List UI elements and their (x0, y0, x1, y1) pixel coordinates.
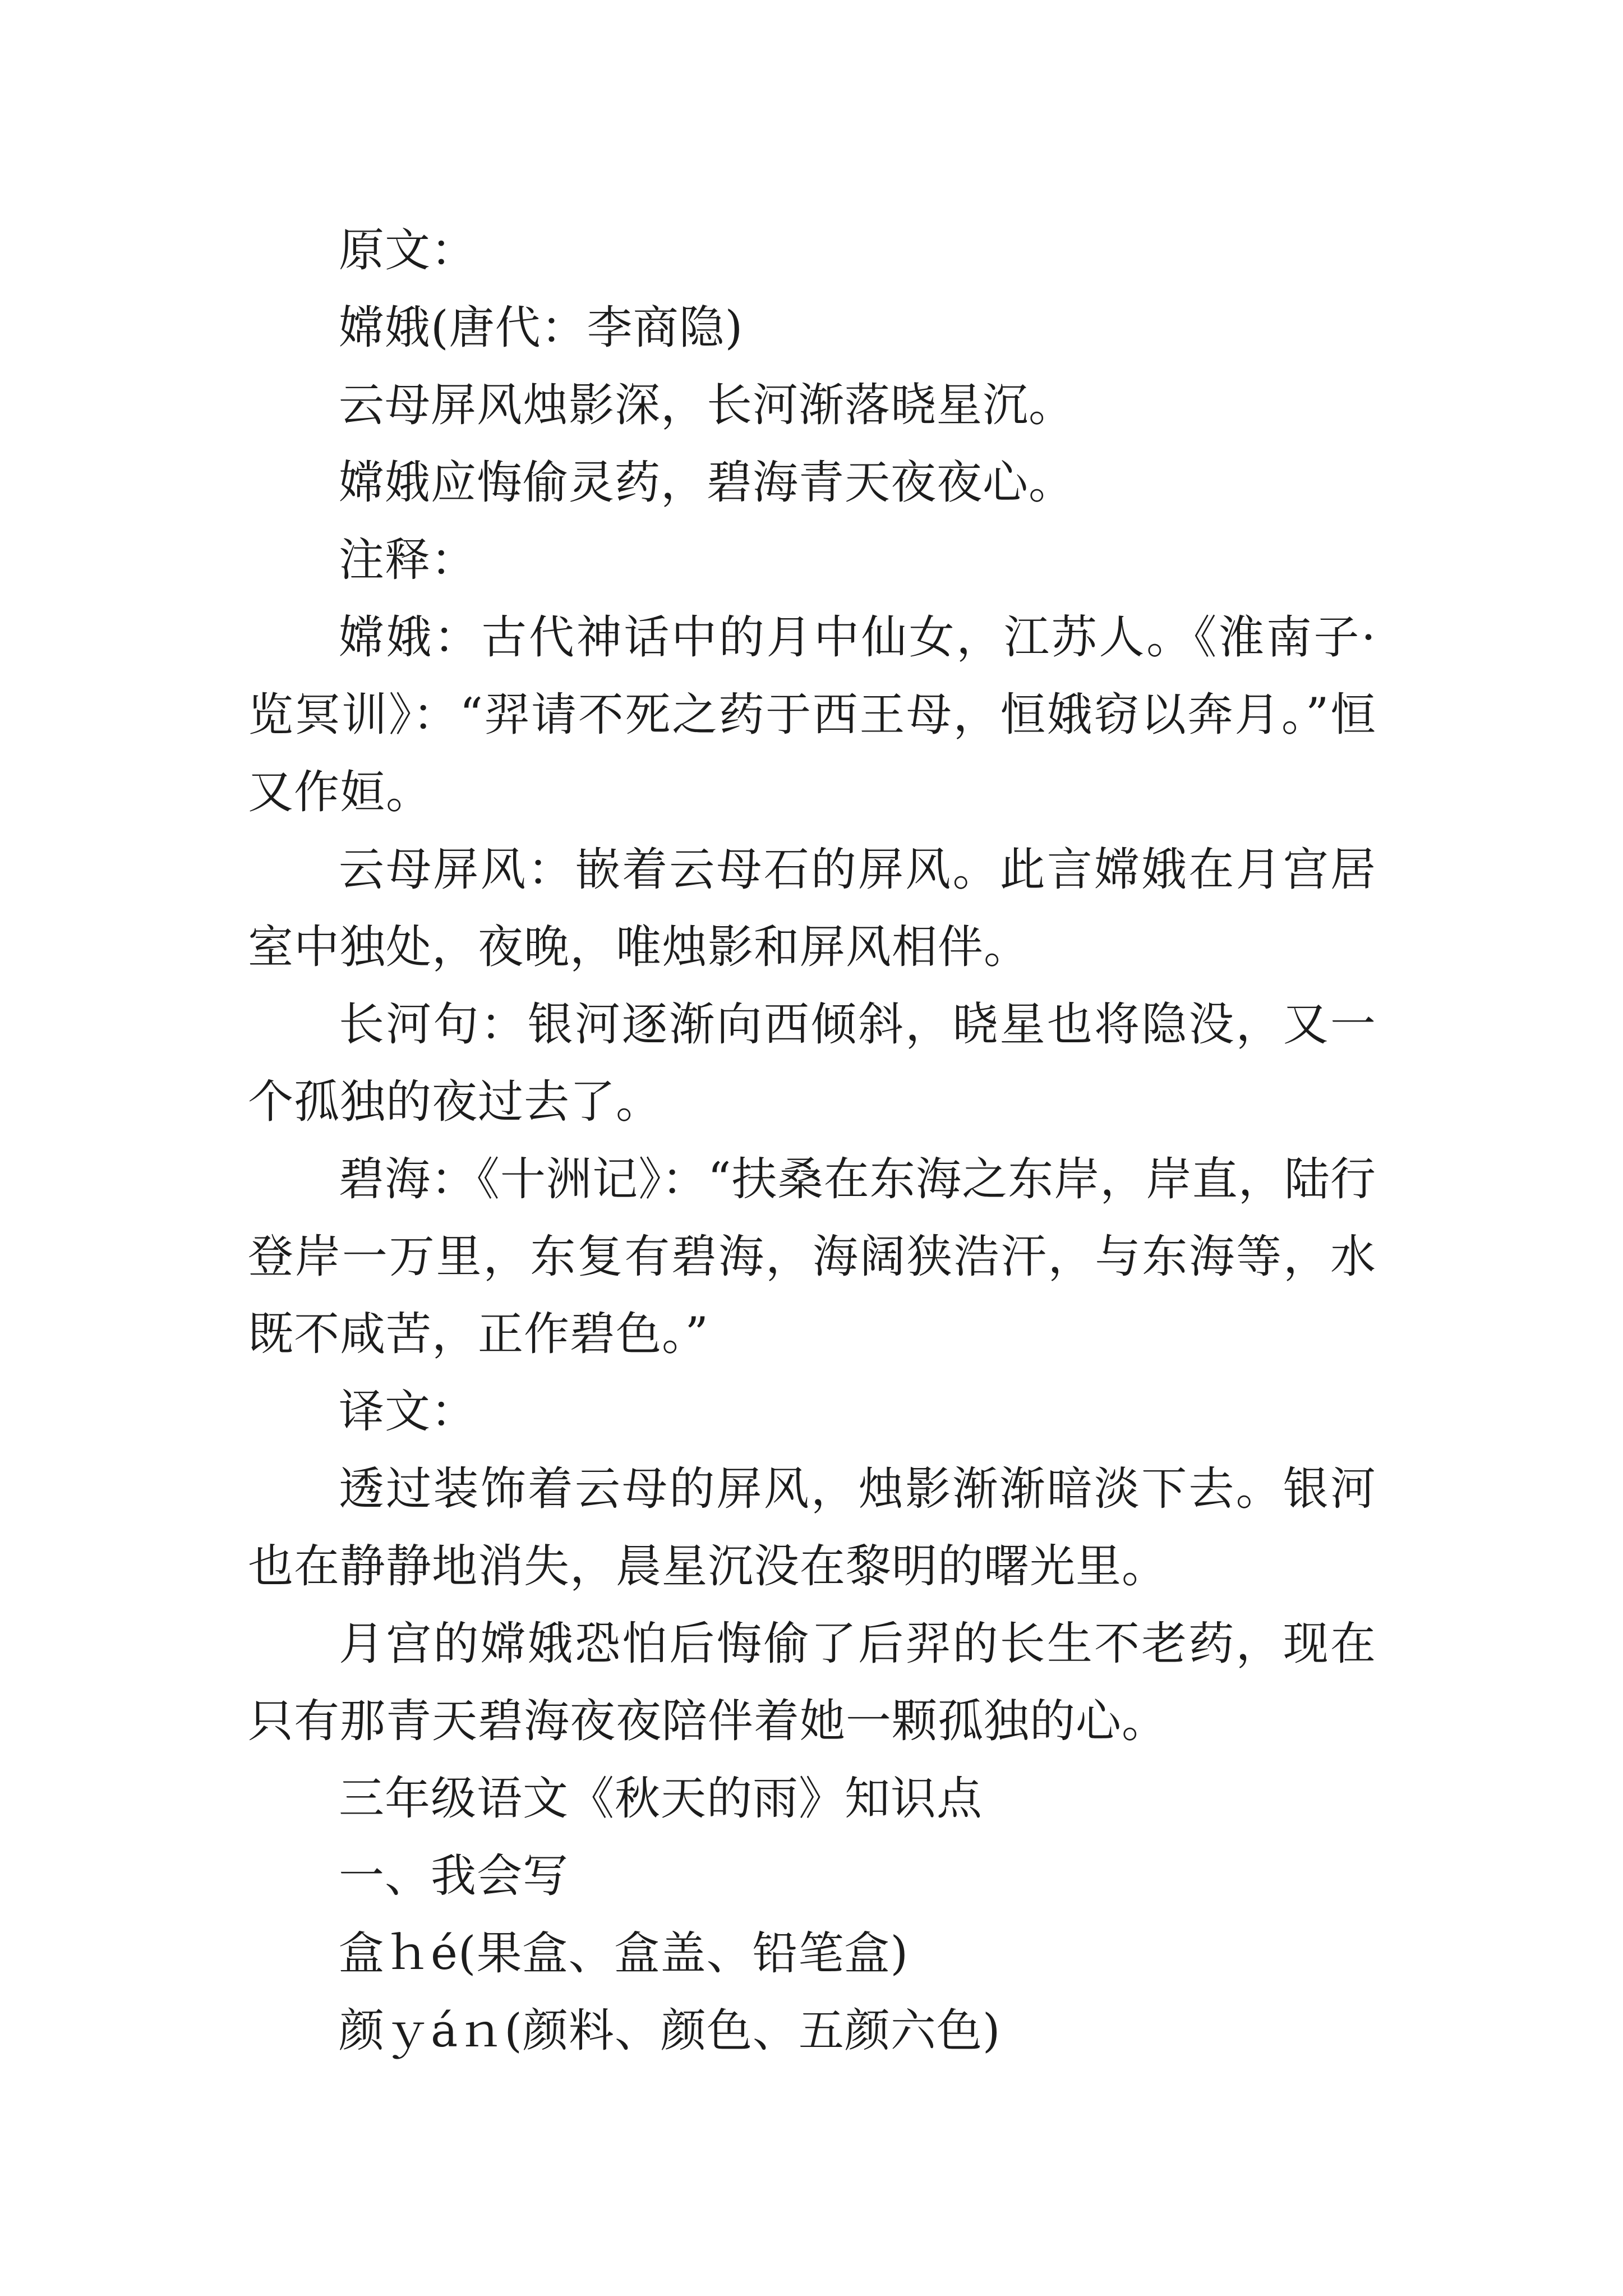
paragraph-note-screen: 云母屏风：嵌着云母石的屏风。此言嫦娥在月宫居室中独处，夜晚，唯烛影和屏风相伴。 (248, 844, 1376, 974)
paragraph-note-sea: 碧海：《十洲记》：“扶桑在东海之东岸，岸直，陆行登岸一万里，东复有碧海，海阔狭浩汗，与东海等，水既不咸苦，正作碧色。” (248, 1153, 1376, 1361)
paragraph-note-river: 长河句：银河逐渐向西倾斜，晓星也将隐没，又一个孤独的夜过去了。 (248, 999, 1376, 1129)
paragraph-vocab-yan: 颜ｙáｎ(颜料、颜色、五颜六色) (339, 2005, 1001, 2058)
paragraph-poem-title: 嫦娥(唐代：李商隐) (339, 302, 744, 355)
paragraph-poem-line-1: 云母屏风烛影深，长河渐落晓星沉。 (339, 379, 1075, 432)
document-body (248, 212, 1376, 2070)
paragraph-poem-line-2: 嫦娥应悔偷灵药，碧海青天夜夜心。 (339, 457, 1075, 509)
paragraph-original-heading: 原文： (339, 224, 477, 277)
paragraph-vocab-he: 盒ｈé(果盒、盒盖、铅笔盒) (339, 1927, 909, 1980)
paragraph-translation-1: 透过装饰着云母的屏风，烛影渐渐暗淡下去。银河也在静静地消失，晨星沉没在黎明的曙光里。 (248, 1463, 1376, 1593)
paragraph-lesson-title: 三年级语文《秋天的雨》知识点 (339, 1773, 983, 1825)
paragraph-translation-2: 月宫的嫦娥恐怕后悔偷了后羿的长生不老药，现在只有那青天碧海夜夜陪伴着她一颗孤独的心。 (248, 1618, 1376, 1748)
paragraph-note-change: 嫦娥：古代神话中的月中仙女，江苏人。《淮南子·览冥训》：“羿请不死之药于西王母，恒娥窃以奔月。”恒又作姮。 (248, 611, 1376, 819)
paragraph-translation-heading: 译文： (339, 1386, 477, 1438)
paragraph-section-heading: 一、我会写 (339, 1850, 569, 1903)
paragraph-notes-heading: 注释： (339, 534, 477, 587)
